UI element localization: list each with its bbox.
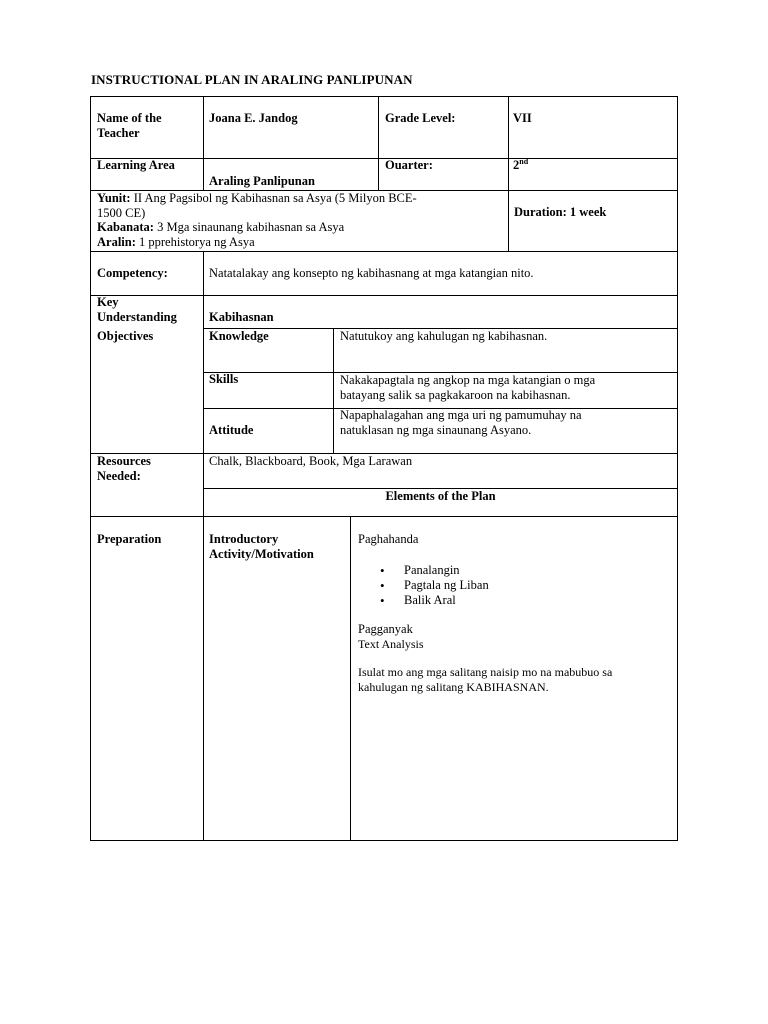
- instruction-text-2: kahulugan ng salitang KABIHASNAN.: [358, 680, 549, 694]
- competency-label: Competency:: [97, 266, 168, 280]
- paghahanda-heading: Paghahanda: [358, 532, 419, 546]
- resources-label: Resources: [97, 454, 151, 468]
- kabanata-label: Kabanata:: [97, 220, 154, 234]
- row-divider: [90, 295, 678, 296]
- activity-label: Introductory: [209, 532, 279, 546]
- yunit-label: Yunit:: [97, 191, 131, 205]
- quarter-value: [513, 158, 528, 173]
- learning-area-label: Learning Area: [97, 158, 175, 172]
- knowledge-value: Natutukoy ang kahulugan ng kabihasnan.: [340, 329, 548, 343]
- skills-value-2: batayang salik sa pagkakaroon na kabihasnan.: [340, 388, 571, 402]
- col-divider: [333, 328, 334, 453]
- list-item: • Pagtala ng Liban: [380, 578, 489, 593]
- elements-heading: Elements of the Plan: [385, 489, 496, 503]
- resources-label-2: Needed:: [97, 469, 141, 483]
- attitude-value-2: natuklasan ng mga sinaunang Asyano.: [340, 423, 532, 437]
- col-divider: [508, 96, 509, 251]
- list-item: • Panalangin: [380, 563, 489, 578]
- kabanata-line: [97, 220, 344, 235]
- teacher-label-text: Name of the Teacher: [97, 111, 162, 140]
- instruction-text: Isulat mo ang mga salitang naisip mo na mabubuo sa: [358, 665, 613, 679]
- attitude-label: Attitude: [209, 423, 254, 437]
- grade-label: Grade Level:: [385, 111, 456, 125]
- kabanata-value: 3 Mga sinaunang kabihasnan sa Asya: [153, 220, 345, 234]
- quarter-label: Ouarter:: [385, 158, 433, 172]
- competency-value: Natatalakay ang konsepto ng kabihasnang at mga katangian nito.: [209, 266, 534, 280]
- pagganyak-heading: Pagganyak: [358, 622, 413, 636]
- preparation-label: Preparation: [97, 532, 162, 546]
- resources-value: Chalk, Blackboard, Book, Mga Larawan: [209, 454, 413, 468]
- skills-value: Nakakapagtala ng angkop na mga katangian o mga: [340, 373, 596, 387]
- aralin-value: 1 pprehistorya ng Asya: [135, 235, 255, 249]
- quarter-suffix: nd: [519, 156, 529, 166]
- duration: Duration: 1 week: [514, 205, 607, 219]
- teacher-value: Joana E. Jandog: [209, 111, 298, 125]
- key-understanding-label-2: Understanding: [97, 310, 177, 324]
- instructional-plan-table: [90, 96, 678, 842]
- learning-area-value: Araling Panlipunan: [209, 174, 315, 188]
- preparation-bullet-list: [380, 563, 489, 608]
- table-border-right: [677, 96, 678, 841]
- aralin-label: Aralin:: [97, 235, 136, 249]
- table-border-left: [90, 96, 91, 841]
- skills-label: Skills: [209, 372, 239, 386]
- key-understanding-value: Kabihasnan: [209, 310, 274, 324]
- yunit-line-2: 1500 CE): [97, 206, 146, 220]
- yunit-value: II Ang Pagsibol ng Kabihasnan sa Asya (5 Milyon BCE-: [130, 191, 417, 205]
- text-analysis: Text Analysis: [358, 637, 424, 651]
- document-title: INSTRUCTIONAL PLAN IN ARALING PANLIPUNAN: [91, 72, 413, 87]
- row-divider: [90, 251, 678, 252]
- row-divider: [90, 516, 678, 517]
- yunit-line: [97, 191, 417, 206]
- objectives-label: Objectives: [97, 329, 154, 343]
- col-divider: [378, 96, 379, 190]
- knowledge-label: Knowledge: [209, 329, 269, 343]
- row-divider: [90, 158, 678, 159]
- activity-label-2: Activity/Motivation: [209, 547, 314, 561]
- list-item: • Balik Aral: [380, 593, 489, 608]
- quarter-number: 2: [513, 158, 520, 172]
- col-divider: [203, 251, 204, 841]
- table-border-bottom: [90, 840, 678, 841]
- aralin-line: [97, 235, 255, 250]
- teacher-label: [97, 111, 187, 141]
- table-border-top: [90, 96, 678, 97]
- col-divider: [203, 96, 204, 190]
- key-understanding-label: Key: [97, 295, 119, 309]
- col-divider: [350, 516, 351, 841]
- grade-value: VII: [513, 111, 532, 125]
- attitude-value: Napaphalagahan ang mga uri ng pamumuhay na: [340, 408, 582, 422]
